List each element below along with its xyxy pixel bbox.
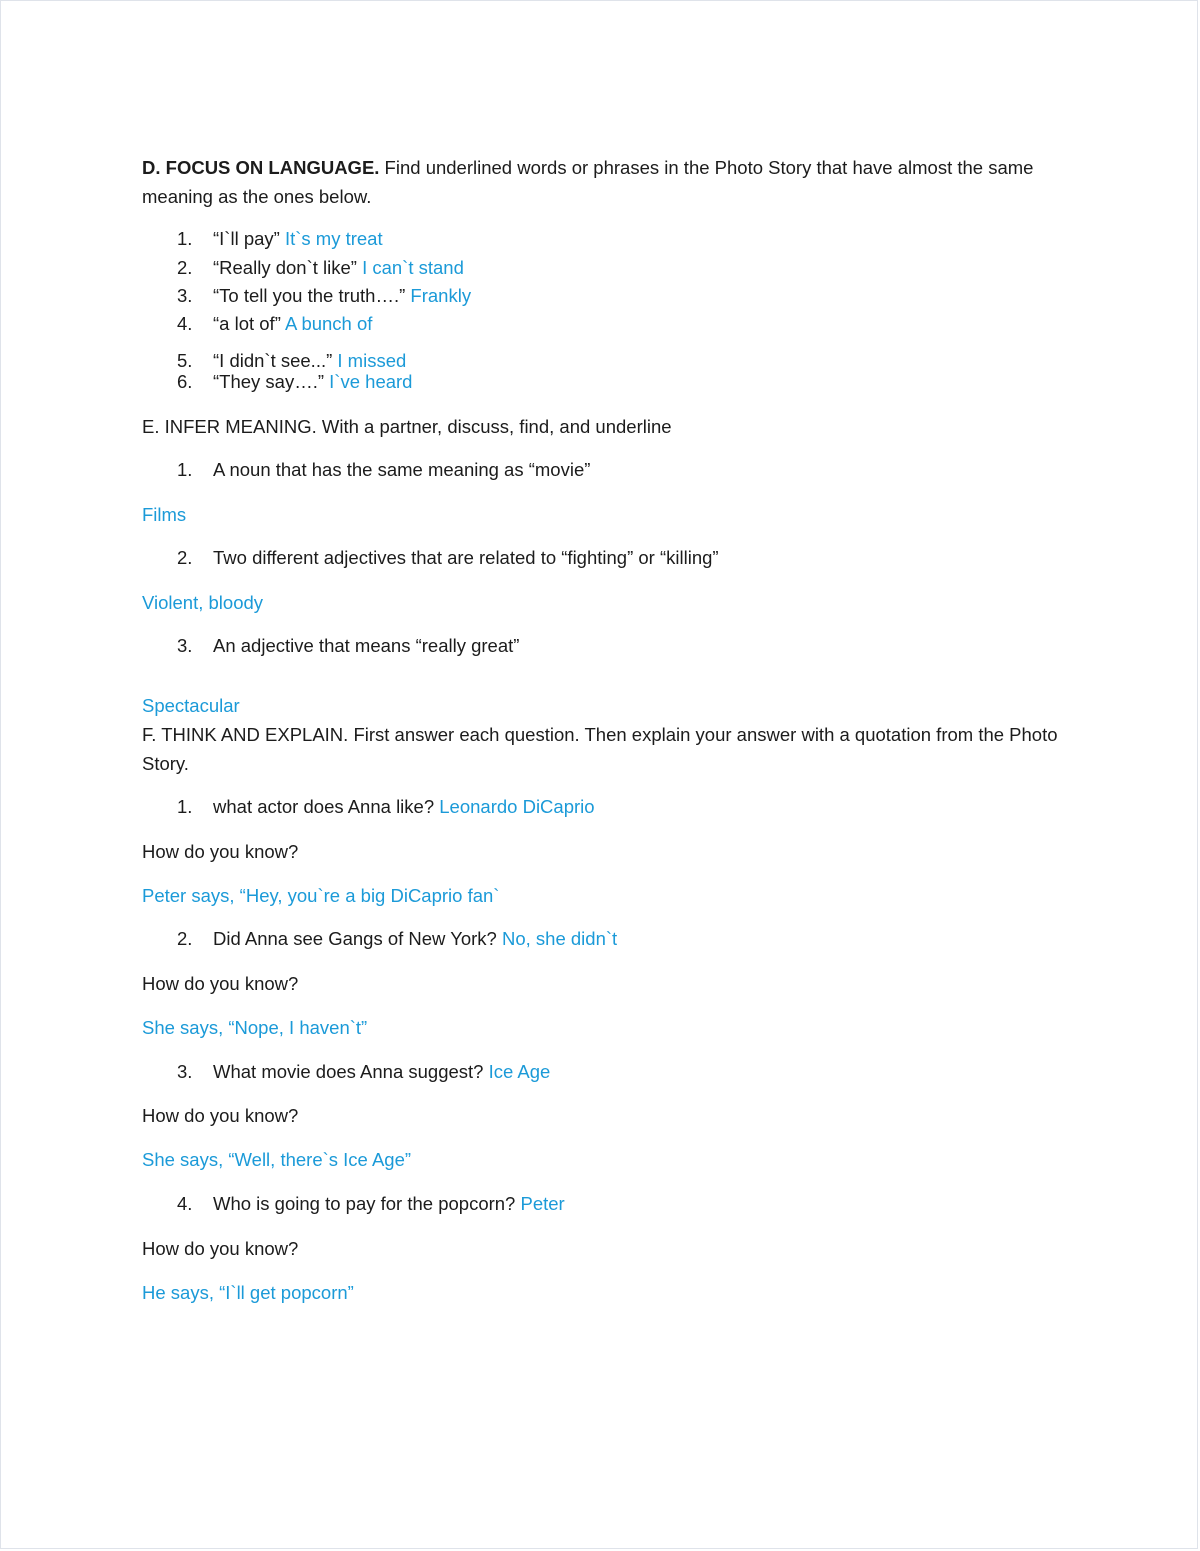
how-label: How do you know? <box>142 841 299 862</box>
list-item <box>177 1061 550 1083</box>
list-item <box>177 285 471 307</box>
how-label: How do you know? <box>142 1105 299 1126</box>
answer-text: Violent, bloody <box>142 592 264 613</box>
list-item <box>177 928 617 950</box>
item-prompt: “To tell you the truth….” <box>213 285 406 306</box>
item-answer: It`s my treat <box>284 228 383 249</box>
item-question: Who is going to pay for the popcorn? <box>213 1193 516 1214</box>
item-answer: A bunch of <box>284 313 373 334</box>
item-number: 4. <box>177 313 193 334</box>
item-answer: No, she didn`t <box>502 928 618 949</box>
answer-text: Spectacular <box>142 695 240 716</box>
item-number: 4. <box>177 1193 193 1214</box>
evidence-text: He says, “I`ll get popcorn” <box>142 1282 354 1303</box>
item-prompt: A noun that has the same meaning as “movie” <box>213 459 591 480</box>
section-f-instruction: . First answer each question. Then explain your answer with a quotation from the Photo Story. <box>142 724 1058 774</box>
list-item <box>177 228 383 250</box>
item-prompt: “Really don`t like” <box>213 257 357 278</box>
item-number: 3. <box>177 635 193 656</box>
section-e-heading: E. INFER MEANING <box>142 416 312 437</box>
item-number: 2. <box>177 257 193 278</box>
list-item <box>177 796 595 818</box>
item-question: what actor does Anna like? <box>213 796 435 817</box>
section-e-instruction: . With a partner, discuss, find, and underline <box>311 416 672 437</box>
item-answer: Peter <box>520 1193 565 1214</box>
item-answer: Frankly <box>410 285 472 306</box>
item-prompt: Two different adjectives that are related to “fighting” or “killing” <box>213 547 719 568</box>
section-f-header <box>142 720 1072 778</box>
item-number: 1. <box>177 796 193 817</box>
item-number: 2. <box>177 547 193 568</box>
item-number: 3. <box>177 1061 193 1082</box>
item-answer: Leonardo DiCaprio <box>439 796 595 817</box>
evidence-text: She says, “Nope, I haven`t” <box>142 1017 368 1038</box>
list-item <box>177 313 372 335</box>
answer-text: Films <box>142 504 187 525</box>
item-number: 1. <box>177 459 193 480</box>
item-question: Did Anna see Gangs of New York? <box>213 928 497 949</box>
evidence-text: Peter says, “Hey, you`re a big DiCaprio fan` <box>142 885 500 906</box>
item-number: 1. <box>177 228 193 249</box>
item-answer: Ice Age <box>488 1061 551 1082</box>
list-item <box>177 371 412 393</box>
item-answer: I can`t stand <box>362 257 464 278</box>
item-answer: I missed <box>337 350 407 371</box>
item-number: 2. <box>177 928 193 949</box>
item-question: What movie does Anna suggest? <box>213 1061 489 1082</box>
list-item <box>177 350 406 372</box>
section-d-header <box>142 153 1072 211</box>
list-item <box>177 459 590 481</box>
item-prompt: “a lot of” <box>213 313 281 334</box>
item-number: 5. <box>177 350 193 371</box>
section-d-instruction: Find underlined words or phrases in the Photo Story that have almost the same meaning as the ones below. <box>142 157 1034 207</box>
list-item <box>177 1193 565 1215</box>
how-label: How do you know? <box>142 973 299 994</box>
section-f-heading: F. THINK AND EXPLAIN <box>142 724 344 745</box>
item-prompt: An adjective that means “really great” <box>213 635 520 656</box>
item-prompt: “They say….” <box>213 371 325 392</box>
evidence-text: She says, “Well, there`s Ice Age” <box>142 1149 412 1170</box>
list-item <box>177 257 464 279</box>
item-prompt: “I`ll pay” <box>213 228 280 249</box>
item-number: 3. <box>177 285 193 306</box>
list-item <box>177 635 519 657</box>
section-d-heading: D. FOCUS ON LANGUAGE. <box>142 157 380 178</box>
item-number: 6. <box>177 371 193 392</box>
section-e-header <box>142 412 1072 441</box>
list-item <box>177 547 719 569</box>
how-label: How do you know? <box>142 1238 299 1259</box>
item-answer: I`ve heard <box>329 371 413 392</box>
item-prompt: “I didn`t see...” <box>213 350 333 371</box>
